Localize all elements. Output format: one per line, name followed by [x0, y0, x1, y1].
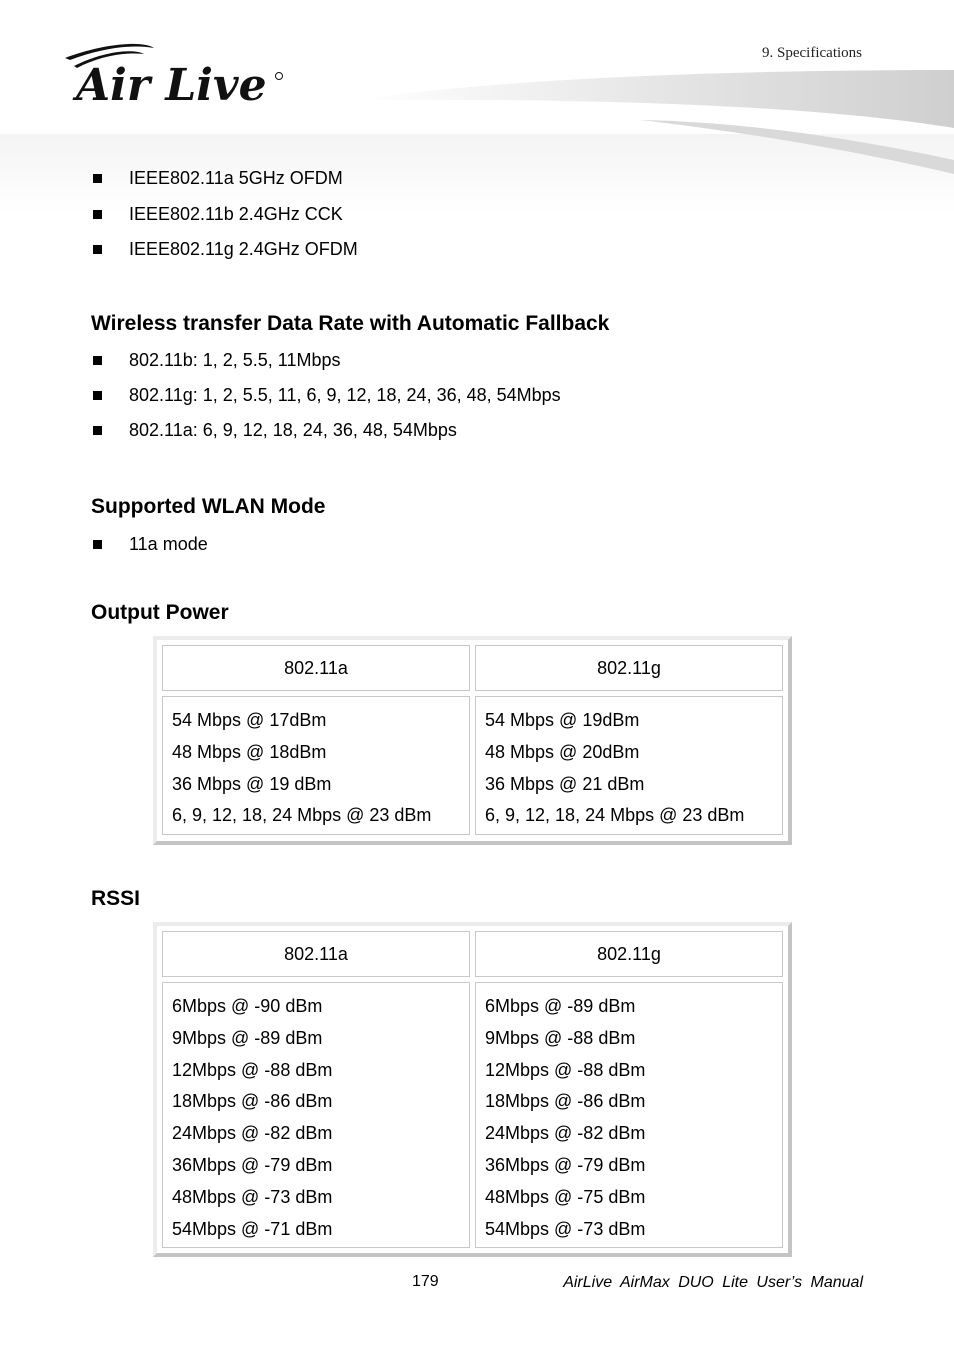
list-item: IEEE802.11b 2.4GHz CCK [91, 204, 358, 225]
list-item: 802.11b: 1, 2, 5.5, 11Mbps [91, 350, 561, 371]
table-row: 36Mbps @ -79 dBm [172, 1154, 333, 1175]
table-row: 54 Mbps @ 17dBm [172, 710, 327, 730]
square-bullet-icon [93, 391, 102, 400]
table-row: 48Mbps @ -73 dBm [172, 1186, 333, 1207]
table-row: 6, 9, 12, 18, 24 Mbps @ 23 dBm [172, 805, 432, 826]
square-bullet-icon [93, 540, 102, 549]
table-row: 36Mbps @ -79 dBm [485, 1154, 646, 1175]
square-bullet-icon [93, 210, 102, 219]
list-item: 802.11a: 6, 9, 12, 18, 24, 36, 48, 54Mbps [91, 420, 561, 441]
column-header-80211a: 802.11a [162, 645, 470, 691]
table-row: 6Mbps @ -89 dBm [485, 996, 636, 1016]
table-row: 54Mbps @ -73 dBm [485, 1218, 646, 1239]
rssi-heading: RSSI [91, 887, 141, 910]
square-bullet-icon [93, 426, 102, 435]
table-row: 36 Mbps @ 21 dBm [485, 773, 645, 794]
data-rate-heading: Wireless transfer Data Rate with Automatic Fallback [91, 312, 610, 335]
list-item: 11a mode [91, 534, 208, 555]
table-row: 6Mbps @ -90 dBm [172, 996, 323, 1016]
table-row: 54Mbps @ -71 dBm [172, 1218, 333, 1239]
column-header-80211g: 802.11g [475, 645, 783, 691]
output-power-heading: Output Power [91, 601, 229, 624]
standards-list [91, 168, 358, 260]
rssi-80211a-cell [162, 982, 470, 1248]
output-power-80211a-cell [162, 696, 470, 835]
wlan-mode-heading: Supported WLAN Mode [91, 495, 326, 518]
table-row: 36 Mbps @ 19 dBm [172, 773, 332, 794]
output-power-table [153, 636, 792, 845]
column-header-80211g: 802.11g [475, 931, 783, 977]
table-row: 24Mbps @ -82 dBm [172, 1123, 333, 1144]
table-row: 48Mbps @ -75 dBm [485, 1186, 646, 1207]
output-power-80211g-cell [475, 696, 783, 835]
list-item: IEEE802.11g 2.4GHz OFDM [91, 239, 358, 260]
table-row: 18Mbps @ -86 dBm [172, 1091, 333, 1112]
table-row: 9Mbps @ -89 dBm [172, 1027, 323, 1048]
manual-title: AirLive AirMax DUO Lite User’s Manual [563, 1274, 863, 1291]
table-row: 18Mbps @ -86 dBm [485, 1091, 646, 1112]
table-row: 54 Mbps @ 19dBm [485, 710, 640, 730]
table-row: 48 Mbps @ 20dBm [485, 741, 640, 762]
square-bullet-icon [93, 245, 102, 254]
rssi-80211g-cell [475, 982, 783, 1248]
page-number: 179 [412, 1273, 439, 1290]
logo-wordmark: Air Live [76, 60, 267, 110]
list-item: IEEE802.11a 5GHz OFDM [91, 168, 358, 189]
table-row: 24Mbps @ -82 dBm [485, 1123, 646, 1144]
square-bullet-icon [93, 356, 102, 365]
list-item: 802.11g: 1, 2, 5.5, 11, 6, 9, 12, 18, 24, 36, 48, 54Mbps [91, 385, 561, 406]
square-bullet-icon [93, 174, 102, 183]
wlan-mode-list [91, 534, 208, 555]
table-row: 6, 9, 12, 18, 24 Mbps @ 23 dBm [485, 805, 745, 826]
table-row: 12Mbps @ -88 dBm [485, 1059, 646, 1080]
table-row: 9Mbps @ -88 dBm [485, 1027, 636, 1048]
column-header-80211a: 802.11a [162, 931, 470, 977]
airlive-logo [62, 38, 292, 110]
rssi-table [153, 922, 792, 1257]
data-rate-list [91, 350, 561, 441]
table-row: 12Mbps @ -88 dBm [172, 1059, 333, 1080]
table-row: 48 Mbps @ 18dBm [172, 741, 327, 762]
section-label: 9. Specifications [762, 45, 862, 61]
